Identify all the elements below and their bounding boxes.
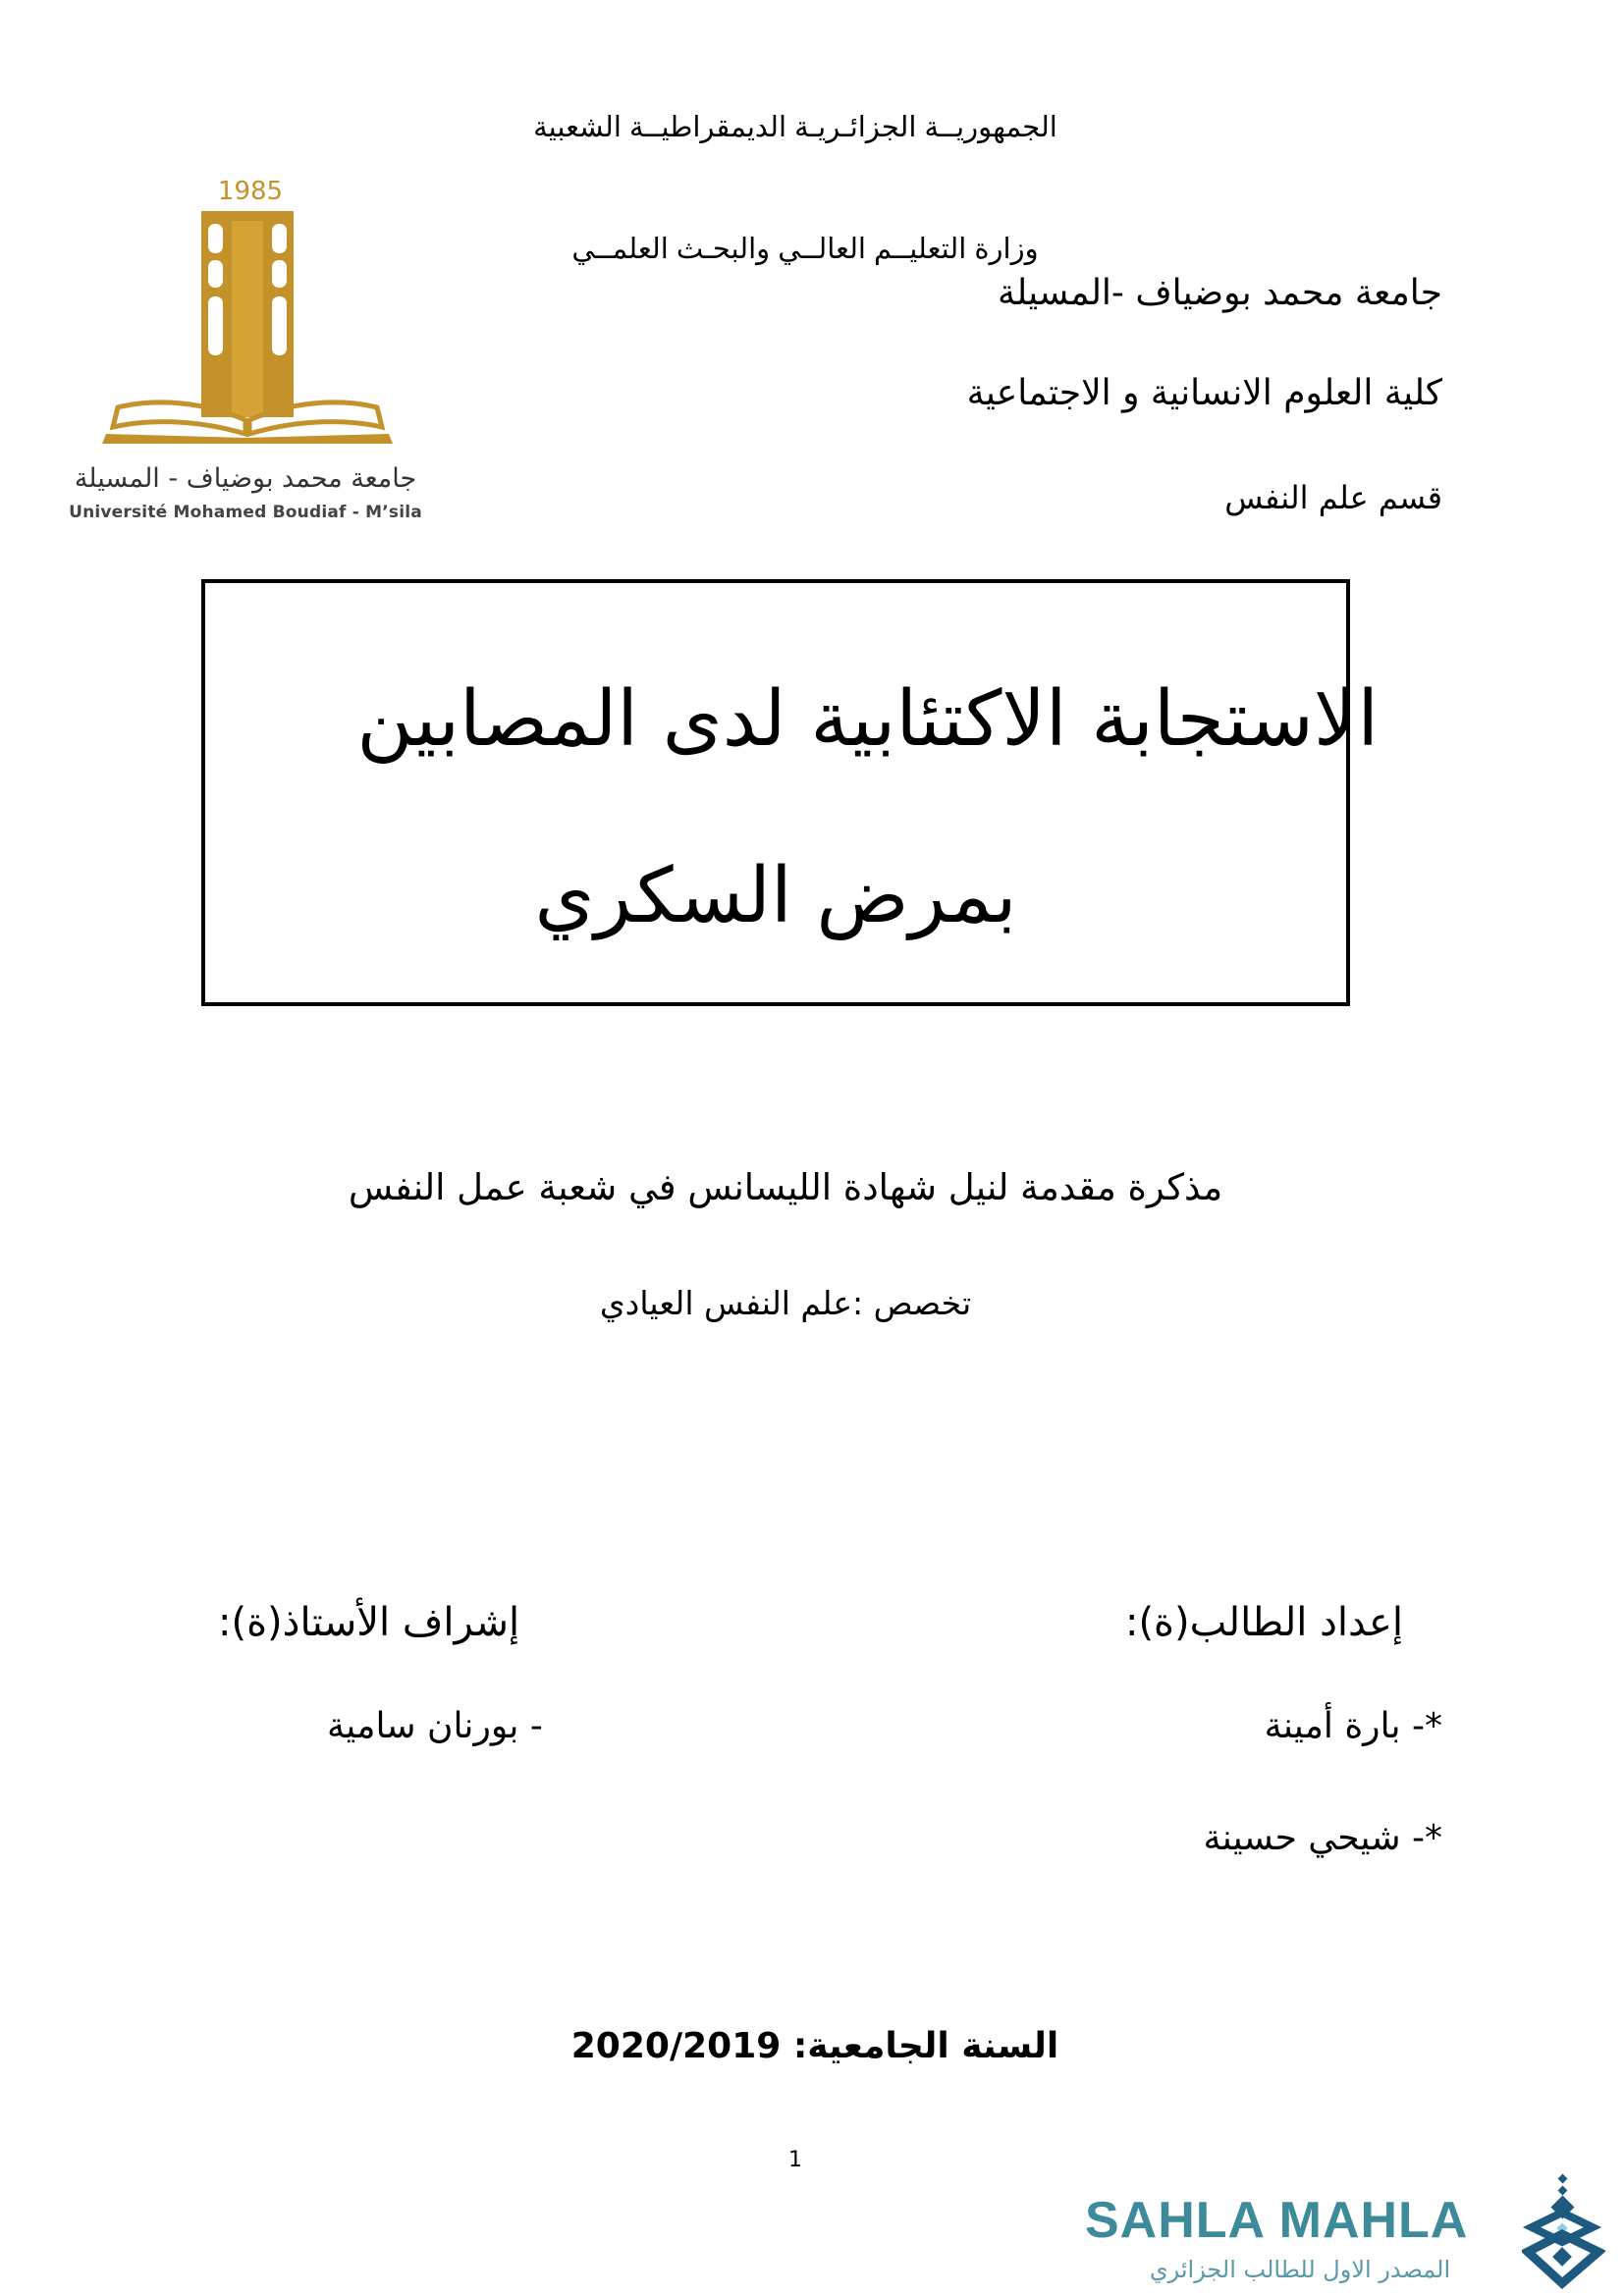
title-box xyxy=(201,579,1350,1006)
logo-year: 1985 xyxy=(217,177,284,206)
prepared-by-heading: إعداد الطالب(ة): xyxy=(1124,1600,1403,1645)
republic-line: الجمهوريــة الجزائـريـة الديمقراطيــة الشعبية xyxy=(533,112,1057,143)
specialty-line: تخصص :علم النفس العيادي xyxy=(599,1284,972,1322)
tower-book-icon xyxy=(69,206,422,466)
watermark-tagline: المصدر الاول للطالب الجزائري xyxy=(1149,2256,1451,2283)
sahla-mahla-emblem-icon xyxy=(1522,2173,1605,2289)
supervisor-name: - بورنان سامية xyxy=(327,1706,543,1746)
thesis-title-line2: بمرض السكري xyxy=(534,852,1017,940)
faculty-line: كلية العلوم الانسانية و الاجتماعية xyxy=(966,373,1442,413)
logo-name-french: Université Mohamed Boudiaf - M’sila xyxy=(69,503,422,522)
page-number: 1 xyxy=(788,2148,802,2172)
thesis-title-line1: الاستجابة الاكتئابية لدى المصابين xyxy=(356,675,1379,764)
university-line: جامعة محمد بوضياف -المسيلة xyxy=(997,273,1442,313)
watermark-name: SAHLA MAHLA xyxy=(1085,2192,1469,2249)
memo-line: مذكرة مقدمة لنيل شهادة الليسانس في شعبة عمل النفس xyxy=(348,1166,1223,1208)
supervised-by-heading: إشراف الأستاذ(ة): xyxy=(218,1600,520,1645)
sahla-mahla-watermark xyxy=(1085,2171,1615,2289)
logo-name-arabic: جامعة محمد بوضياف - المسيلة xyxy=(74,463,417,494)
ministry-line: وزارة التعليــم العالــي والبحـث العلمــي xyxy=(571,234,1039,265)
student-name: *- بارة أمينة xyxy=(1264,1706,1442,1746)
academic-year: السنة الجامعية: 2020/2019 xyxy=(570,2026,1059,2066)
department-line: قسم علم النفس xyxy=(1224,479,1442,516)
student-name: *- شيحي حسينة xyxy=(1203,1818,1442,1858)
university-logo xyxy=(69,177,432,540)
